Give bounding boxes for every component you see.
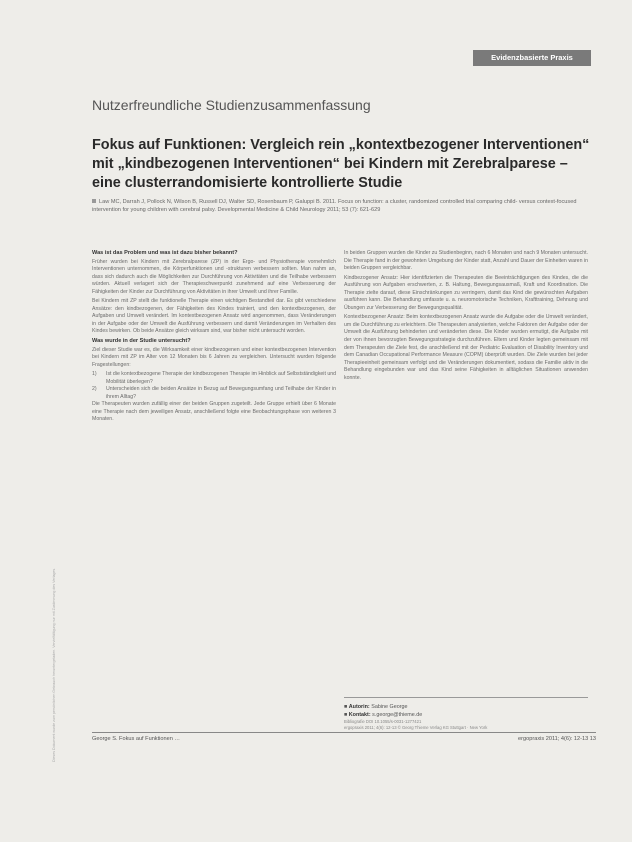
bullet-square-icon <box>92 199 96 203</box>
list-item <box>92 386 336 401</box>
section-heading: Was ist das Problem und was ist dazu bisher bekannt? <box>92 250 238 256</box>
list-text: Ist die kontextbezogene Therapie der kindbezogenen Therapie im Hinblick auf Selbstständigkeit und Mobilität überlegen? <box>106 371 336 385</box>
paragraph: Die Therapeuten wurden zufällig einer der beiden Gruppen zugeteilt. Jede Gruppe erhielt über 6 Monate eine Therapie nach dem jeweiligen Ansatz, anschließend folgte eine Beobachtungsphase von weiteren 3 Monaten. <box>92 401 336 423</box>
publisher-note: ergopraxis 2011; 4(6): 12-13 © Georg Thieme Verlag KG Stuttgart · New York <box>344 724 488 730</box>
section-tab: Evidenzbasierte Praxis <box>473 50 591 66</box>
contact-email[interactable]: s.george@thieme.de <box>372 712 423 718</box>
right-column <box>344 250 588 384</box>
author-label: Autorin: <box>348 704 370 710</box>
paragraph: In beiden Gruppen wurden die Kinder zu Studienbeginn, nach 6 Monaten und nach 9 Monaten untersucht. Die Therapie fand in der gewohnten Umgebung der Kinder statt, Anzahl und Dauer der Einheiten waren in beiden Gruppen vergleichbar. <box>344 250 588 272</box>
page-footer <box>92 732 596 742</box>
paragraph: Ziel dieser Studie war es, die Wirksamkeit einer kindbezogenen und einer kontextbezogenen Intervention bei Kindern mit ZP im Alter von 12 Monaten bis 6 Jahren zu vergleichen. Untersucht wurden folgende Fragestellungen: <box>92 346 336 368</box>
list-item <box>92 371 336 386</box>
paragraph: Bei Kindern mit ZP stellt die funktionelle Therapie einen wichtigen Bestandteil dar. Es gibt verschiedene Ansätze: den kindbezogenen, der Fähigkeiten des Kindes trainiert, und den kontextbezogenen, der Aufgaben und Umwelt verändert. Im kontextbezogenen Ansatz wird angenommen, dass Veränderungen in der Aufgabe oder der Umwelt die Ausführung verbessern und damit Veränderungen im Verhalten des Kindes bewirken. Ob beide Ansätze gleich wirksam sind, war bisher nicht untersucht worden. <box>92 298 336 335</box>
article-title: Fokus auf Funktionen: Vergleich rein „kontextbezogener Interventionen“ mit „kindbezogenen Interventionen“ bei Kindern mit Zerebralparese – eine clusterrandomisierte kontrollierte Studie <box>92 137 590 191</box>
section-heading: Was wurde in der Studie untersucht? <box>92 338 191 345</box>
contact-label: Kontakt: <box>348 712 371 718</box>
author-info-box <box>344 697 588 730</box>
left-column <box>92 250 336 426</box>
footer-left: George S. Fokus auf Funktionen … <box>92 736 180 742</box>
bibliography-note: Bibliografie DOI 10.1055/s-0031-1277421 <box>344 719 422 724</box>
citation-reference <box>92 198 592 214</box>
article-kicker: Nutzerfreundliche Studienzusammenfassung <box>92 97 371 113</box>
list-number: 1) <box>92 371 97 378</box>
bullet-square-icon: ■ <box>344 712 349 718</box>
bullet-square-icon: ■ <box>344 704 349 710</box>
paragraph: Kindbezogener Ansatz: Hier identifizierten die Therapeuten die Beeinträchtigungen des Kindes, die die Ausführung von Aufgaben erschwerten, z. B. Haltung, Bewegungsausmaß, Kraft und Koordination. Die Therapie zielte darauf, diese Einschränkungen zu verringern, damit das Kind die gewünschten Aufgaben ausführen kann. Die Behandlung umfasste u. a. neuromotorische Techniken, Krafttraining, Dehnung und Übungen zur Verbesserung der Bewegungsqualität. <box>344 274 588 311</box>
list-text: Unterscheiden sich die beiden Ansätze in Bezug auf Bewegungsumfang und Teilhabe der Kinder in ihrem Alltag? <box>106 386 336 400</box>
margin-copyright-note: Dieses Dokument wurde zum persönlichen Gebrauch heruntergeladen. Vervielfältigung nur mit Zustimmung des Verlages. <box>52 567 56 762</box>
citation-text: Law MC, Darrah J, Pollock N, Wilson B, Russell DJ, Walter SD, Rosenbaum P, Galuppi B. 2011. Focus on function: a cluster, randomized controlled trial comparing child- versus context-focused intervention for young children with cerebral palsy. Developmental Medicine & Child Neurology 2011; 53 (7): 621-629 <box>92 199 577 213</box>
list-number: 2) <box>92 386 97 393</box>
paragraph: Früher wurden bei Kindern mit Zerebralparese (ZP) in der Ergo- und Physiotherapie vornehmlich Interventionen unternommen, die Körperfunktionen und -strukturen verbessern sollten. Man nahm an, dass sich dadurch auch die Möglichkeiten zur Durchführung von Aktivitäten und die Teilhabe verbessern würden. Aktuell verlagert sich der Therapieschwerpunkt zunehmend auf eine Verbesserung der Fähigkeiten der Kinder zur Durchführung von Aktivitäten in ihrer Umwelt und ihrer Familie. <box>92 258 336 295</box>
footer-right: ergopraxis 2011; 4(6): 12-13 13 <box>518 736 596 742</box>
author-line <box>344 703 588 711</box>
contact-line <box>344 711 588 719</box>
author-name: Sabine George <box>371 704 408 710</box>
paragraph: Kontextbezogener Ansatz: Beim kontextbezogenen Ansatz wurde die Aufgabe oder die Umwelt verändert, um die Durchführung zu erleichtern. Die Therapeuten analysierten, welche Faktoren der Aufgabe oder der Umwelt die Ausführung behinderten und veränderten diese. Die Kinder wurden ermutigt, die Aufgabe mit der von ihnen bevorzugten Bewegungsstrategie durchzuführen. Eltern und Kinder legten gemeinsam mit dem Therapeuten die Ziele fest, die anschließend mit der Pediatric Evaluation of Disability Inventory und dem Canadian Occupational Performance Measure (COPM) überprüft wurden. Die Ziele wurden bei jeder Therapieeinheit gemeinsam verfolgt und die Veränderungen dokumentiert, sodass die Familie aktiv in die Behandlung eingebunden war und das Kind seine Fähigkeiten in alltäglichen Situationen anwenden konnte. <box>344 314 588 381</box>
